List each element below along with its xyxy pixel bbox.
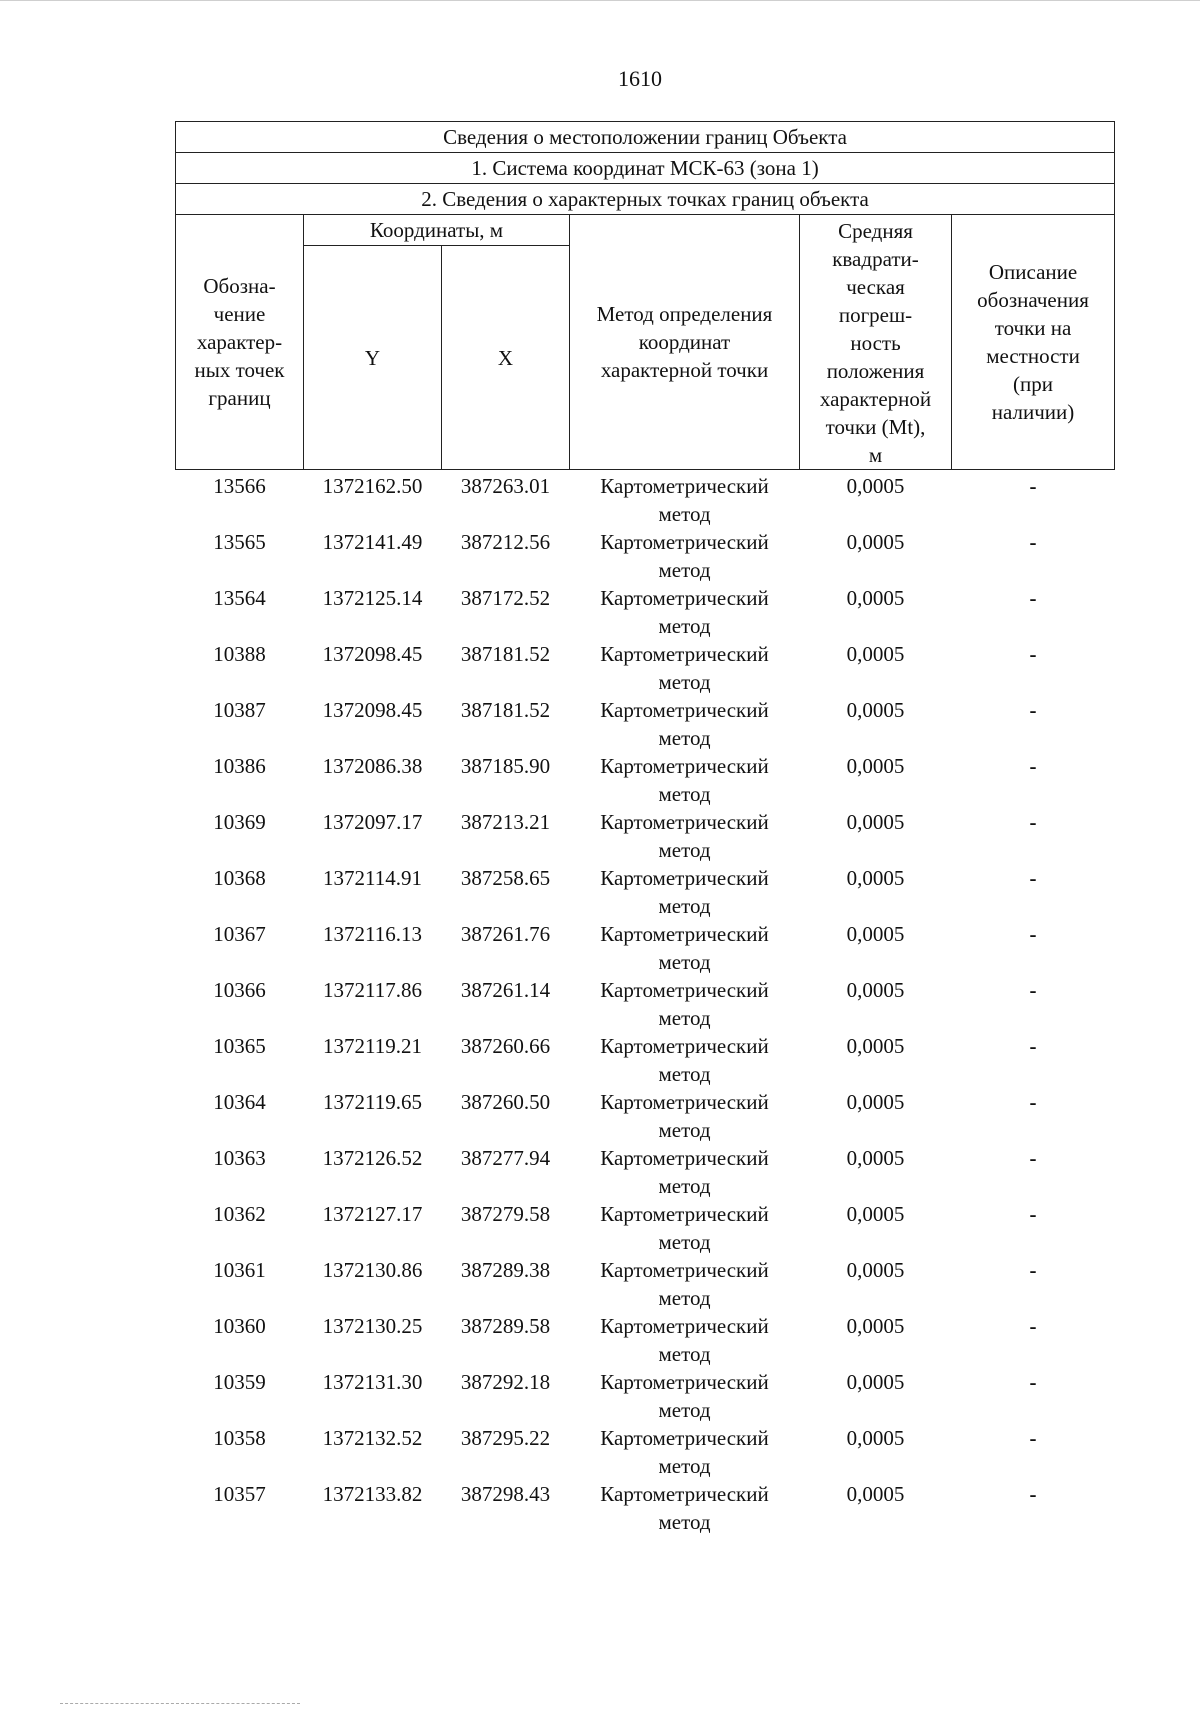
- cell-point-id: 13564: [213, 586, 266, 610]
- header-y: Y: [304, 246, 442, 470]
- table-row: [176, 1144, 1115, 1200]
- cell-coord-y: 1372132.52: [322, 1426, 423, 1450]
- table-row: [176, 1424, 1115, 1480]
- cell-description: -: [1029, 1034, 1037, 1058]
- cell-method: Картометрический метод: [600, 1314, 769, 1366]
- table-row: [176, 1088, 1115, 1144]
- cell-mean-error: 0,0005: [846, 698, 905, 722]
- cell-method: Картометрический метод: [600, 978, 769, 1030]
- table-row: [176, 1480, 1115, 1536]
- cell-coord-x: 387277.94: [460, 1146, 551, 1170]
- cell-method: Картометрический метод: [600, 1034, 769, 1086]
- cell-coord-x: 387263.01: [460, 474, 551, 498]
- cell-description: -: [1029, 1426, 1037, 1450]
- cell-description: -: [1029, 1482, 1037, 1506]
- cell-method: Картометрический метод: [600, 1090, 769, 1142]
- cell-mean-error: 0,0005: [846, 1370, 905, 1394]
- cell-description: -: [1029, 642, 1037, 666]
- cell-mean-error: 0,0005: [846, 474, 905, 498]
- table-row: [176, 976, 1115, 1032]
- table-row: [176, 1256, 1115, 1312]
- cell-description: -: [1029, 1258, 1037, 1282]
- cell-method: Картометрический метод: [600, 1482, 769, 1534]
- cell-coord-y: 1372116.13: [323, 922, 422, 946]
- cell-coord-y: 1372097.17: [322, 810, 423, 834]
- header-method: [570, 215, 800, 470]
- cell-description: -: [1029, 754, 1037, 778]
- cell-point-id: 10369: [213, 810, 266, 834]
- cell-mean-error: 0,0005: [846, 978, 905, 1002]
- cell-method: Картометрический метод: [600, 922, 769, 974]
- coordinate-system: 1. Система координат МСК-63 (зона 1): [176, 153, 1115, 184]
- table-row: [176, 528, 1115, 584]
- cell-description: -: [1029, 1202, 1037, 1226]
- cell-coord-y: 1372117.86: [323, 978, 422, 1002]
- cell-point-id: 13565: [213, 530, 266, 554]
- cell-point-id: 10359: [213, 1370, 266, 1394]
- table-row: [176, 1312, 1115, 1368]
- cell-method: Картометрический метод: [600, 866, 769, 918]
- scan-edge-top: [0, 0, 1200, 1]
- cell-method: Картометрический метод: [600, 586, 769, 638]
- table-row: [176, 584, 1115, 640]
- cell-coord-x: 387260.66: [460, 1034, 551, 1058]
- cell-coord-y: 1372127.17: [322, 1202, 423, 1226]
- cell-coord-x: 387260.50: [460, 1090, 551, 1114]
- cell-mean-error: 0,0005: [846, 1202, 905, 1226]
- cell-coord-y: 1372130.86: [322, 1258, 423, 1282]
- cell-method: Картометрический метод: [600, 698, 769, 750]
- cell-method: Картометрический метод: [600, 530, 769, 582]
- cell-description: -: [1029, 1370, 1037, 1394]
- cell-mean-error: 0,0005: [846, 1090, 905, 1114]
- cell-method: Картометрический метод: [600, 754, 769, 806]
- table-row: [176, 640, 1115, 696]
- cell-description: -: [1029, 1314, 1037, 1338]
- cell-description: -: [1029, 978, 1037, 1002]
- cell-point-id: 10368: [213, 866, 266, 890]
- table-row: [176, 470, 1115, 529]
- cell-point-id: 10387: [213, 698, 266, 722]
- cell-description: -: [1029, 530, 1037, 554]
- cell-coord-x: 387292.18: [460, 1370, 551, 1394]
- cell-mean-error: 0,0005: [846, 866, 905, 890]
- table-row: [176, 864, 1115, 920]
- cell-description: -: [1029, 810, 1037, 834]
- cell-method: Картометрический метод: [600, 810, 769, 862]
- cell-mean-error: 0,0005: [846, 754, 905, 778]
- cell-point-id: 10358: [213, 1426, 266, 1450]
- cell-coord-x: 387258.65: [460, 866, 551, 890]
- cell-method: Картометрический метод: [600, 1426, 769, 1478]
- cell-point-id: 10367: [213, 922, 266, 946]
- cell-point-id: 10357: [213, 1482, 266, 1506]
- cell-mean-error: 0,0005: [846, 922, 905, 946]
- table-row: [176, 696, 1115, 752]
- cell-description: -: [1029, 922, 1037, 946]
- cell-coord-y: 1372119.65: [323, 1090, 422, 1114]
- cell-mean-error: 0,0005: [846, 1258, 905, 1282]
- cell-coord-x: 387261.76: [460, 922, 551, 946]
- cell-coord-x: 387185.90: [460, 754, 551, 778]
- cell-coord-y: 1372086.38: [322, 754, 423, 778]
- cell-coord-x: 387181.52: [460, 698, 551, 722]
- cell-point-id: 10365: [213, 1034, 266, 1058]
- header-error: [800, 215, 952, 470]
- header-description-text: Описание обозначения точки на местности (при наличии): [977, 260, 1089, 424]
- cell-coord-y: 1372114.91: [323, 866, 422, 890]
- cell-coord-x: 387212.56: [460, 530, 551, 554]
- cell-coord-y: 1372125.14: [322, 586, 423, 610]
- cell-point-id: 10363: [213, 1146, 266, 1170]
- header-method-text: Метод определения координат характерной точки: [596, 302, 773, 382]
- cell-coord-x: 387181.52: [460, 642, 551, 666]
- header-error-text: Средняя квадрати- ческая погреш- ность положения характерной точки (Mt), м: [819, 219, 932, 467]
- cell-description: -: [1029, 1090, 1037, 1114]
- cell-method: Картометрический метод: [600, 1202, 769, 1254]
- cell-coord-x: 387289.38: [460, 1258, 551, 1282]
- cell-description: -: [1029, 474, 1037, 498]
- cell-coord-x: 387261.14: [460, 978, 551, 1002]
- cell-coord-x: 387295.22: [460, 1426, 551, 1450]
- cell-mean-error: 0,0005: [846, 586, 905, 610]
- cell-coord-y: 1372119.21: [323, 1034, 422, 1058]
- cell-method: Картометрический метод: [600, 1146, 769, 1198]
- cell-mean-error: 0,0005: [846, 1426, 905, 1450]
- cell-mean-error: 0,0005: [846, 1034, 905, 1058]
- cell-mean-error: 0,0005: [846, 810, 905, 834]
- table-row: [176, 920, 1115, 976]
- cell-description: -: [1029, 698, 1037, 722]
- cell-coord-y: 1372131.30: [322, 1370, 423, 1394]
- cell-mean-error: 0,0005: [846, 1146, 905, 1170]
- cell-coord-y: 1372162.50: [322, 474, 423, 498]
- table-title: Сведения о местоположении границ Объекта: [176, 122, 1115, 153]
- cell-description: -: [1029, 586, 1037, 610]
- cell-point-id: 10386: [213, 754, 266, 778]
- cell-mean-error: 0,0005: [846, 1482, 905, 1506]
- cell-coord-y: 1372098.45: [322, 642, 423, 666]
- cell-coord-y: 1372141.49: [322, 530, 423, 554]
- cell-point-id: 10360: [213, 1314, 266, 1338]
- header-description: [952, 215, 1115, 470]
- header-designation: [176, 215, 304, 470]
- cell-point-id: 10366: [213, 978, 266, 1002]
- cell-mean-error: 0,0005: [846, 1314, 905, 1338]
- cell-mean-error: 0,0005: [846, 642, 905, 666]
- cell-coord-x: 387298.43: [460, 1482, 551, 1506]
- table-row: [176, 1368, 1115, 1424]
- cell-method: Картометрический метод: [600, 1370, 769, 1422]
- cell-coord-x: 387279.58: [460, 1202, 551, 1226]
- boundary-points-table: [175, 121, 1115, 1536]
- table-row: [176, 1200, 1115, 1256]
- cell-point-id: 13566: [213, 474, 266, 498]
- cell-coord-x: 387172.52: [460, 586, 551, 610]
- cell-coord-x: 387213.21: [460, 810, 551, 834]
- cell-coord-x: 387289.58: [460, 1314, 551, 1338]
- cell-point-id: 10362: [213, 1202, 266, 1226]
- header-x: X: [442, 246, 570, 470]
- cell-description: -: [1029, 1146, 1037, 1170]
- cell-point-id: 10364: [213, 1090, 266, 1114]
- cell-coord-y: 1372098.45: [322, 698, 423, 722]
- scan-edge-bottom: [60, 1703, 300, 1704]
- header-designation-text: Обозна- чение характер- ных точек границ: [194, 274, 285, 410]
- table-row: [176, 752, 1115, 808]
- cell-point-id: 10388: [213, 642, 266, 666]
- cell-coord-y: 1372126.52: [322, 1146, 423, 1170]
- table-row: [176, 1032, 1115, 1088]
- page-number: 1610: [618, 66, 662, 91]
- cell-method: Картометрический метод: [600, 474, 769, 526]
- header-coordinates: Координаты, м: [304, 215, 570, 246]
- cell-description: -: [1029, 866, 1037, 890]
- cell-coord-y: 1372133.82: [322, 1482, 423, 1506]
- cell-coord-y: 1372130.25: [322, 1314, 423, 1338]
- section-title: 2. Сведения о характерных точках границ объекта: [176, 184, 1115, 215]
- cell-method: Картометрический метод: [600, 1258, 769, 1310]
- cell-method: Картометрический метод: [600, 642, 769, 694]
- cell-mean-error: 0,0005: [846, 530, 905, 554]
- cell-point-id: 10361: [213, 1258, 266, 1282]
- table-row: [176, 808, 1115, 864]
